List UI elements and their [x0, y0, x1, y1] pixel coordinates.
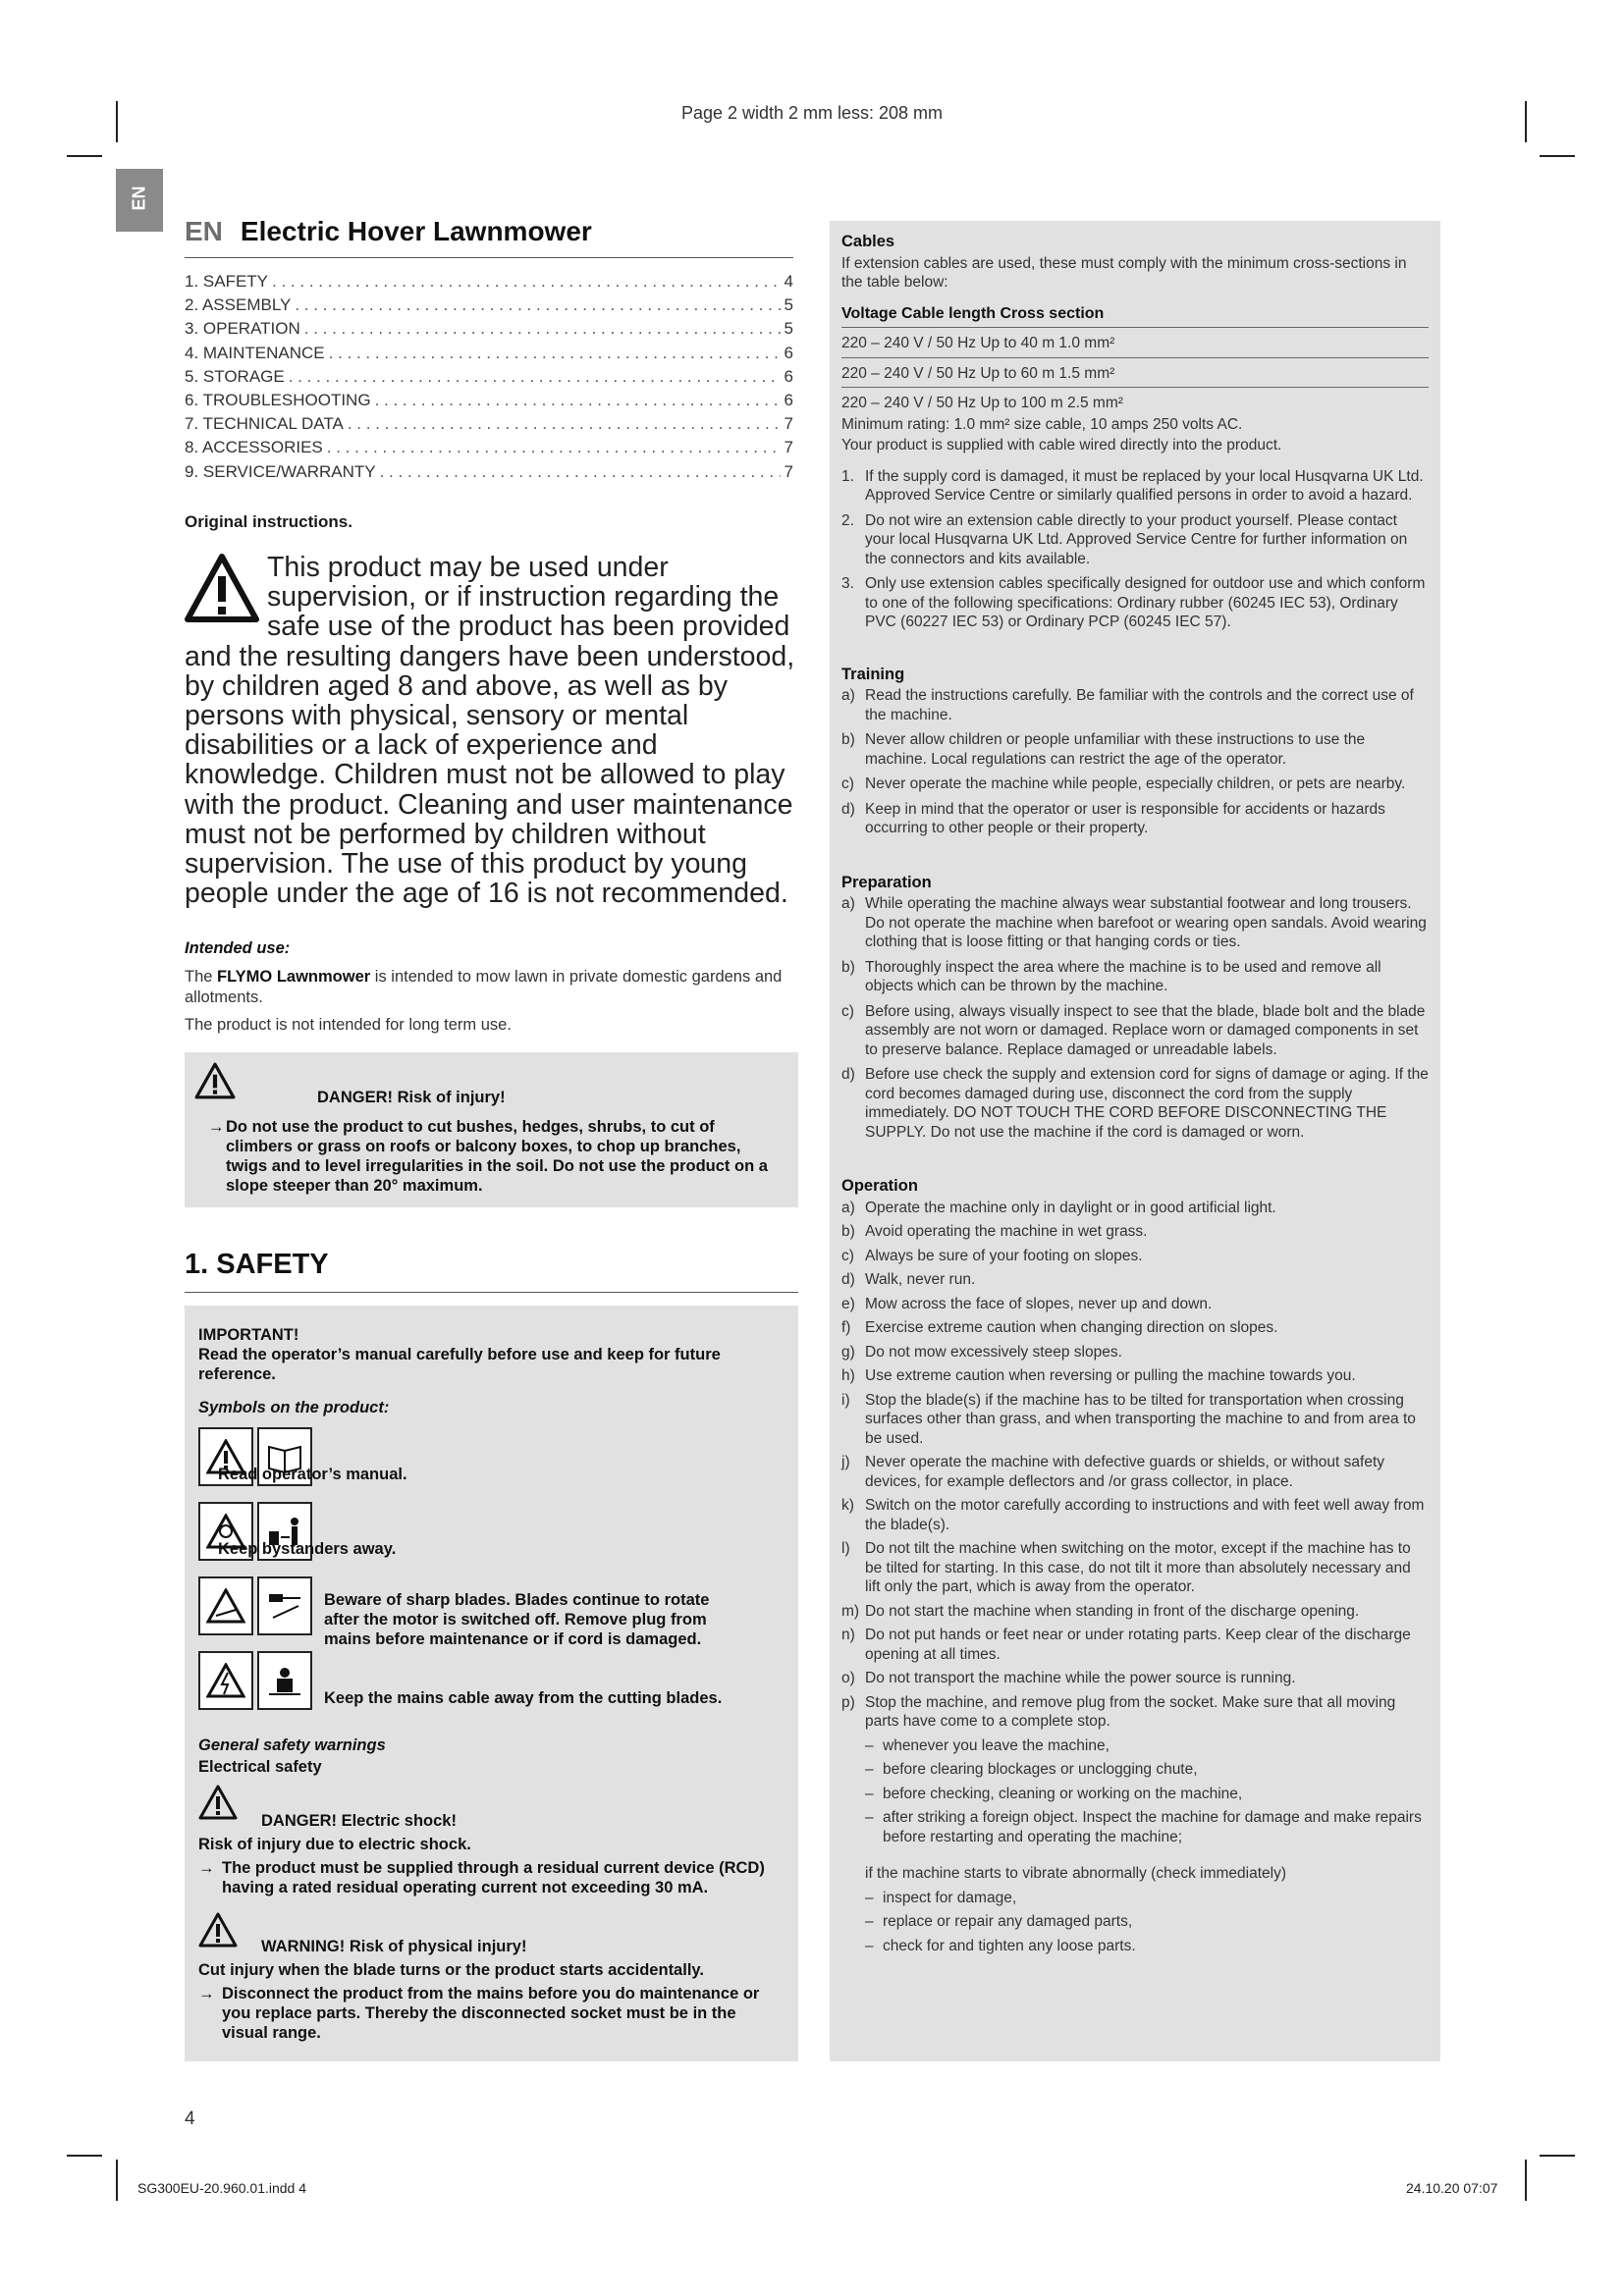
list-marker: o) — [841, 1670, 855, 1686]
toc-label: 8. ACCESSORIES — [185, 438, 323, 457]
toc-label: 7. TECHNICAL DATA — [185, 414, 344, 434]
danger-box — [185, 1052, 798, 1207]
operation-rule — [841, 1247, 1429, 1266]
cable-rule — [841, 467, 1429, 506]
preparation-rule — [841, 1065, 1429, 1142]
toc-leader — [380, 460, 781, 484]
training-list — [841, 686, 1429, 838]
list-marker: f) — [841, 1319, 851, 1336]
list-text: Walk, never run. — [865, 1271, 976, 1288]
toc-label: 1. SAFETY — [185, 272, 269, 291]
operation-rule — [841, 1366, 1429, 1386]
important-text: Read the operator’s manual carefully before use and keep for future reference. — [198, 1346, 721, 1383]
operation-rule — [841, 1318, 1429, 1338]
list-marker: a) — [841, 1199, 855, 1216]
operation-rule — [841, 1626, 1429, 1664]
operation-rule — [841, 1693, 1429, 1732]
toc-entry — [185, 412, 793, 436]
intended-use-post: is intended to mow lawn in private domestic gardens and allotments. — [185, 968, 783, 1006]
toc-page: 7 — [784, 461, 793, 481]
warning-icon — [198, 1785, 238, 1820]
operation-rule — [841, 1453, 1429, 1491]
list-marker: e) — [841, 1295, 855, 1312]
dash-item — [865, 1889, 1429, 1908]
operation-rule — [841, 1270, 1429, 1290]
vibrate-actions-list — [841, 1889, 1429, 1956]
dash-item — [865, 1785, 1429, 1804]
training-rule — [841, 800, 1429, 838]
list-text: Do not mow excessively steep slopes. — [865, 1343, 1122, 1361]
toc-leader — [272, 270, 781, 294]
list-text: Do not start the machine when standing in front of the discharge opening. — [865, 1602, 1360, 1620]
list-text: Avoid operating the machine in wet grass. — [865, 1223, 1148, 1240]
list-text: Before using, always visually inspect to see that the blade, blade bolt and the blade assembly are not worn or damaged. Replace worn or damaged components in set to preserve balance. Replace damaged or unreadable labels. — [865, 1002, 1426, 1058]
dash-marker: – — [865, 1736, 874, 1754]
list-marker: 2. — [841, 511, 854, 529]
list-marker: a) — [841, 895, 855, 912]
list-text: Mow across the face of slopes, never up and down. — [865, 1295, 1213, 1312]
cable-table-row: 220 – 240 V / 50 Hz Up to 60 m 1.5 mm² — [841, 358, 1429, 389]
list-marker: d) — [841, 1066, 855, 1083]
list-text: Exercise extreme caution when changing direction on slopes. — [865, 1319, 1278, 1336]
list-marker: 3. — [841, 575, 854, 592]
toc-leader — [289, 365, 781, 389]
symbol-read-manual — [198, 1427, 407, 1486]
operation-rule — [841, 1539, 1429, 1597]
list-text: Never operate the machine with defective guards or shields, or without safety devices, for example deflectors and /or grass collector, in place. — [865, 1454, 1384, 1490]
toc-entry — [185, 342, 793, 365]
section-title-safety: 1. SAFETY — [185, 1249, 329, 1280]
dash-marker: – — [865, 1809, 874, 1826]
min-rating: Minimum rating: 1.0 mm² size cable, 10 amps 250 volts AC. — [841, 415, 1243, 433]
symbol-cable-away — [198, 1651, 722, 1710]
dash-text: replace or repair any damaged parts, — [883, 1913, 1133, 1930]
symbol-label: Keep the mains cable away from the cutting blades. — [324, 1689, 723, 1707]
age-warning-text: This product may be used under supervision, or if instruction regarding the safe use of the product has been provided and the resulting dangers have been understood, by children aged 8 and above, as well as by persons with physical, sensory or mental disabilities or a lack of experience and knowledge. Children must not be allowed to play with the product. Cleaning and user maintenance must not be performed by children without supervision. The use of this product by young people under the age of 16 is not recommended. — [185, 552, 795, 910]
warning-symbol-icon — [198, 1576, 253, 1635]
preparation-rule — [841, 894, 1429, 952]
crop-mark — [1525, 2160, 1527, 2201]
dash-marker: – — [865, 1889, 874, 1906]
dash-marker: – — [865, 1913, 874, 1930]
toc-entry — [185, 365, 793, 389]
list-marker: j) — [841, 1454, 850, 1470]
crop-mark — [1540, 2155, 1575, 2157]
intended-use-heading: Intended use: — [185, 939, 291, 957]
cables-heading: Cables — [841, 233, 895, 250]
toc-entry — [185, 460, 793, 484]
operation-rule — [841, 1295, 1429, 1314]
warning-icon — [198, 1912, 238, 1948]
operation-heading: Operation — [841, 1177, 918, 1195]
list-text: Use extreme caution when reversing or pulling the machine towards you. — [865, 1367, 1356, 1384]
toc-entry — [185, 317, 793, 341]
shock-text — [198, 1858, 778, 1897]
preparation-list — [841, 894, 1429, 1142]
training-rule — [841, 774, 1429, 794]
toc-page: 6 — [784, 343, 793, 362]
cables-list — [841, 467, 1429, 632]
symbol-label: Beware of sharp blades. Blades continue to rotate after the motor is switched off. Remove plug from mains before maintenance or if cord is damaged. — [324, 1591, 710, 1648]
original-instructions: Original instructions. — [185, 512, 352, 531]
title-language: EN — [185, 216, 223, 246]
list-marker: p) — [841, 1693, 855, 1711]
title-rule — [185, 257, 793, 258]
shock-risk: Risk of injury due to electric shock. — [198, 1836, 471, 1853]
dash-marker: – — [865, 1785, 874, 1802]
title-text: Electric Hover Lawnmower — [240, 216, 592, 246]
toc-page: 7 — [784, 414, 793, 434]
toc-label: 5. STORAGE — [185, 366, 285, 386]
list-marker: a) — [841, 687, 855, 704]
dash-text: check for and tighten any loose parts. — [883, 1937, 1136, 1954]
section-rule — [185, 1292, 798, 1293]
age-warning — [185, 553, 803, 908]
preparation-rule — [841, 1002, 1429, 1060]
intended-use-pre: The — [185, 968, 218, 986]
shock-text-content: The product must be supplied through a residual current device (RCD) having a rated residual operating current not exceeding 30 mA. — [222, 1859, 765, 1896]
list-marker: b) — [841, 731, 855, 748]
operation-rule — [841, 1199, 1429, 1218]
list-marker: l) — [841, 1540, 850, 1557]
dash-text: after striking a foreign object. Inspect the machine for damage and make repairs before restarting and operating the machine; — [883, 1809, 1422, 1845]
toc-leader — [329, 342, 781, 365]
toc-label: 3. OPERATION — [185, 319, 300, 339]
symbol-label: Keep bystanders away. — [218, 1540, 397, 1558]
dash-item — [865, 1760, 1429, 1780]
danger-title: DANGER! Risk of injury! — [317, 1089, 506, 1106]
brand-name: FLYMO Lawnmower — [217, 968, 371, 986]
toc-label: 4. MAINTENANCE — [185, 343, 325, 362]
toc-page: 6 — [784, 366, 793, 386]
intended-use-note: The product is not intended for long term use. — [185, 1016, 512, 1034]
page-number: 4 — [185, 2109, 195, 2129]
cable-table-row: 220 – 240 V / 50 Hz Up to 40 m 1.0 mm² — [841, 328, 1429, 358]
table-of-contents — [185, 270, 793, 484]
toc-leader — [295, 294, 780, 317]
list-text: Do not tilt the machine when switching on the motor, except if the machine has to be tilted for starting. In this case, do not tilt it more than absolutely necessary and lift only the part, which is away from the operator. — [865, 1540, 1411, 1595]
dash-marker: – — [865, 1937, 874, 1954]
cable-rule — [841, 574, 1429, 632]
operation-rule — [841, 1343, 1429, 1362]
page-title — [185, 216, 592, 247]
warning-title: WARNING! Risk of physical injury! — [261, 1938, 527, 1955]
symbol-sharp-blades — [198, 1576, 736, 1649]
intended-use-text — [185, 967, 784, 1008]
footer-date: 24.10.20 07:07 — [1406, 2180, 1498, 2196]
list-marker: k) — [841, 1497, 854, 1514]
toc-page: 4 — [784, 272, 793, 291]
cable-table-header: Voltage Cable length Cross section — [841, 298, 1429, 329]
training-rule — [841, 686, 1429, 724]
toc-entry — [185, 294, 793, 317]
toc-label: 2. ASSEMBLY — [185, 295, 292, 315]
operation-rule — [841, 1496, 1429, 1534]
list-text: Operate the machine only in daylight or in good artificial light. — [865, 1199, 1276, 1216]
toc-leader — [348, 412, 781, 436]
list-text: If the supply cord is damaged, it must be replaced by your local Husqvarna UK Ltd. Approved Service Centre or similarly qualified persons in order to avoid a hazard. — [865, 467, 1424, 504]
warning-text — [198, 1984, 778, 2043]
list-text: Keep in mind that the operator or user is responsible for accidents or hazards occurring to other people or their property. — [865, 800, 1385, 836]
list-text: Read the instructions carefully. Be familiar with the controls and the correct use of the machine. — [865, 687, 1414, 723]
toc-leader — [375, 389, 781, 412]
toc-leader — [304, 317, 781, 341]
symbol-label: Read operator’s manual. — [218, 1466, 407, 1483]
right-column-box — [830, 221, 1440, 2061]
language-tab-label: EN — [129, 186, 149, 211]
toc-leader — [327, 436, 781, 459]
cable-table-row: 220 – 240 V / 50 Hz Up to 100 m 2.5 mm² — [841, 395, 1123, 411]
dash-text: before clearing blockages or unclogging chute, — [883, 1761, 1198, 1778]
list-text: Always be sure of your footing on slopes. — [865, 1247, 1143, 1264]
operation-rule — [841, 1602, 1429, 1622]
list-marker: n) — [841, 1627, 855, 1643]
toc-label: 9. SERVICE/WARRANTY — [185, 461, 376, 481]
list-marker: m) — [841, 1602, 860, 1620]
dash-text: whenever you leave the machine, — [883, 1736, 1110, 1754]
vibrate-note: if the machine starts to vibrate abnormally (check immediately) — [865, 1865, 1286, 1882]
danger-text-content: Do not use the product to cut bushes, hedges, shrubs, to cut of climbers or grass on roofs or balcony boxes, to chop up branches, twigs and to level irregularities in the soil. Do not use the product on a slope steeper than 20° maximum. — [226, 1118, 768, 1195]
dash-item — [865, 1912, 1429, 1932]
list-text: Never operate the machine while people, especially children, or pets are nearby. — [865, 775, 1406, 792]
toc-page: 5 — [784, 295, 793, 315]
list-text: Switch on the motor carefully according to instructions and with feet well away from the blade(s). — [865, 1497, 1425, 1533]
arrow-icon: → — [208, 1118, 225, 1136]
important-label: IMPORTANT! — [198, 1326, 299, 1344]
toc-page: 7 — [784, 438, 793, 457]
toc-label: 6. TROUBLESHOOTING — [185, 390, 371, 409]
operation-rule — [841, 1391, 1429, 1449]
arrow-icon: → — [198, 1859, 215, 1877]
list-text: Only use extension cables specifically designed for outdoor use and which conform to one of the following specifications: Ordinary rubber (60245 IEC 53), Ordinary PVC (60227 IEC 53) or Ordinary PCP (60245 IEC 57). — [865, 575, 1426, 630]
list-text: While operating the machine always wear substantial footwear and long trousers. Do not operate the machine when barefoot or wearing open sandals. Avoid wearing clothing that is loose fitting or that hanging cords or ties. — [865, 895, 1427, 950]
arrow-icon: → — [198, 1985, 215, 2002]
operation-rule — [841, 1222, 1429, 1242]
list-marker: b) — [841, 1223, 855, 1240]
general-safety-heading: General safety warnings — [198, 1736, 386, 1754]
list-marker: d) — [841, 1271, 855, 1288]
list-text: Do not transport the machine while the power source is running. — [865, 1670, 1296, 1686]
shock-title: DANGER! Electric shock! — [261, 1812, 457, 1830]
dash-item — [865, 1937, 1429, 1956]
preparation-heading: Preparation — [841, 873, 932, 891]
electrical-safety-heading: Electrical safety — [198, 1758, 322, 1776]
symbol-bystanders — [198, 1502, 396, 1561]
safety-box — [185, 1306, 798, 2061]
cables-intro: If extension cables are used, these must comply with the minimum cross-sections in the table below: — [841, 254, 1407, 291]
operation-rule — [841, 1669, 1429, 1688]
list-marker: h) — [841, 1367, 855, 1384]
toc-page: 5 — [784, 319, 793, 339]
crop-mark — [1540, 155, 1575, 157]
stop-conditions-list — [841, 1736, 1429, 1847]
electric-warning-icon — [198, 1651, 253, 1710]
list-text: Do not put hands or feet near or under rotating parts. Keep clear of the discharge opening at all times. — [865, 1627, 1411, 1663]
supplied-note: Your product is supplied with cable wired directly into the product. — [841, 437, 1282, 454]
footer-file: SG300EU-20.960.01.indd 4 — [137, 2180, 307, 2196]
dash-marker: – — [865, 1761, 874, 1778]
list-marker: 1. — [841, 467, 854, 485]
symbols-heading: Symbols on the product: — [198, 1399, 390, 1416]
list-marker: d) — [841, 800, 855, 818]
list-marker: c) — [841, 1002, 854, 1020]
dash-text: inspect for damage, — [883, 1889, 1017, 1906]
list-text: Never allow children or people unfamiliar with these instructions to use the machine. Local regulations can restrict the age of the operator. — [865, 731, 1366, 768]
mower-cable-icon — [257, 1651, 312, 1710]
list-text: Do not wire an extension cable directly to your product yourself. Please contact your local Husqvarna UK Ltd. Approved Service Centre for further information on the connectors and kits available. — [865, 511, 1408, 567]
list-text: Before use check the supply and extension cord for signs of damage or aging. If the cord becomes damaged during use, disconnect the cord from the supply immediately. DO NOT TOUCH THE CORD BEFORE DISCONNECTING THE SUPPLY. Do not use the machine if the cord is damaged or worn. — [865, 1066, 1429, 1141]
training-rule — [841, 730, 1429, 769]
list-marker: c) — [841, 1247, 854, 1264]
list-marker: c) — [841, 775, 854, 792]
list-text: Stop the blade(s) if the machine has to be tilted for transportation when crossing surfaces other than grass, and when transporting the machine to and from area to be used. — [865, 1391, 1416, 1447]
plug-icon — [257, 1576, 312, 1635]
warning-text-content: Disconnect the product from the mains before you do maintenance or you replace parts. Thereby the disconnected socket must be in the visual range. — [222, 1985, 760, 2042]
crop-mark — [67, 155, 102, 157]
crop-mark — [116, 2160, 118, 2201]
dash-item — [865, 1808, 1429, 1846]
danger-text — [208, 1117, 783, 1196]
list-marker: g) — [841, 1343, 855, 1361]
list-marker: b) — [841, 958, 855, 976]
training-heading: Training — [841, 665, 905, 683]
list-text: Thoroughly inspect the area where the machine is to be used and remove all objects which can be thrown by the machine. — [865, 958, 1381, 994]
toc-entry — [185, 436, 793, 459]
crop-mark — [67, 2155, 102, 2157]
preparation-rule — [841, 958, 1429, 996]
list-marker: i) — [841, 1391, 850, 1409]
cable-rule — [841, 511, 1429, 569]
language-tab — [116, 169, 163, 232]
toc-page: 6 — [784, 390, 793, 409]
dash-item — [865, 1736, 1429, 1756]
warning-risk: Cut injury when the blade turns or the product starts accidentally. — [198, 1961, 704, 1979]
warning-icon — [185, 553, 259, 623]
list-text: Stop the machine, and remove plug from the socket. Make sure that all moving parts have come to a complete stop. — [865, 1693, 1396, 1730]
operation-list — [841, 1199, 1429, 1732]
header-note: Page 2 width 2 mm less: 208 mm — [680, 103, 944, 123]
toc-entry — [185, 270, 793, 294]
dash-text: before checking, cleaning or working on the machine, — [883, 1785, 1243, 1802]
toc-entry — [185, 389, 793, 412]
warning-icon — [194, 1062, 236, 1099]
